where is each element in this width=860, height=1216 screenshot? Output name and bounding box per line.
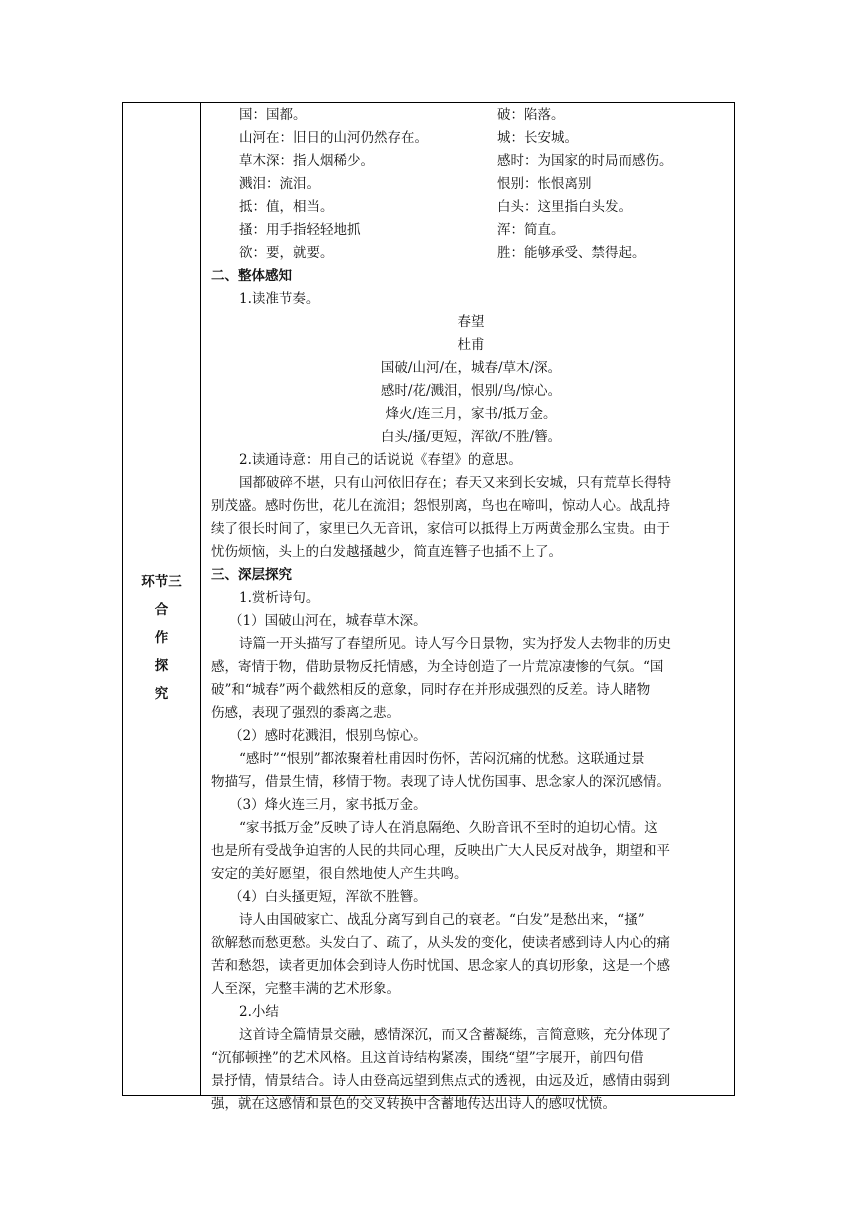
vocab-term: 搔：用手指轻轻地抓 — [239, 222, 361, 238]
paragraph-line: 物描写，借景生情，移情于物。表现了诗人忧伤国事、思念家人的深沉感情。 — [211, 774, 670, 790]
paragraph-line: 安定的美好愿望，很自然地使人产生共鸣。 — [211, 866, 468, 882]
vocab-term: 国：国都。 — [239, 107, 307, 123]
poem-line: 感时/花/溅泪，恨别/鸟/惊心。 — [380, 383, 562, 399]
stage-label-line: 作 — [154, 630, 169, 646]
paragraph-line: 也是所有受战争迫害的人民的共同心理，反映出广大人民反对战争，期望和平 — [211, 843, 670, 859]
vocab-term: 草木深：指人烟稀少。 — [239, 153, 374, 169]
stage-label-line: 合 — [154, 602, 169, 618]
column-divider — [200, 103, 201, 1095]
analysis-question: （4）白头搔更短，浑欲不胜簪。 — [229, 889, 427, 905]
stage-label-line: 环节三 — [141, 574, 182, 590]
section-item: 2.读通诗意：用自己的话说说《春望》的意思。 — [239, 452, 522, 468]
paragraph-line: 诗人由国破家亡、战乱分离写到自己的衰老。“白发”是愁出来，“搔” — [239, 912, 645, 928]
vocab-term: 浑：简直。 — [497, 222, 565, 238]
paragraph-line: 欲解愁而愁更愁。头发白了、疏了，从头发的变化，使读者感到诗人内心的痛 — [211, 935, 670, 951]
vocab-term: 抵：值，相当。 — [239, 199, 334, 215]
stage-label-line: 究 — [154, 686, 169, 702]
analysis-question: （1）国破山河在，城春草木深。 — [229, 613, 427, 629]
paragraph-line: 续了很长时间了，家里已久无音讯，家信可以抵得上万两黄金那么宝贵。由于 — [211, 521, 670, 537]
section-heading: 三、深层探究 — [211, 567, 292, 583]
analysis-question: （2）感时花溅泪，恨别鸟惊心。 — [229, 728, 427, 744]
section-item: 2.小结 — [239, 1004, 279, 1020]
vocab-term: 破：陷落。 — [497, 107, 565, 123]
vocab-term: 感时：为国家的时局而感伤。 — [497, 153, 673, 169]
vocab-term: 城：长安城。 — [497, 130, 578, 146]
poem-line: 白头/搔/更短，浑欲/不胜/簪。 — [380, 429, 562, 445]
paragraph-line: 强，就在这感情和景色的交叉转换中含蓄地传达出诗人的感叹忧愤。 — [211, 1096, 616, 1112]
vocab-term: 欲：要，就要。 — [239, 245, 334, 261]
paragraph-line: “家书抵万金”反映了诗人在消息隔绝、久盼音讯不至时的迫切心情。这 — [239, 820, 658, 836]
section-item: 1.读准节奏。 — [239, 291, 320, 307]
vocab-term: 白头：这里指白头发。 — [497, 199, 632, 215]
lesson-table — [122, 102, 735, 1112]
vocab-term: 溅泪：流泪。 — [239, 176, 320, 192]
vocab-term: 山河在：旧日的山河仍然存在。 — [239, 130, 428, 146]
poem-line: 国破/山河/在，城春/草木/深。 — [380, 360, 562, 376]
paragraph-line: 感，寄情于物，借助景物反托情感，为全诗创造了一片荒凉凄惨的气氛。“国 — [211, 659, 664, 675]
poem-author: 杜甫 — [457, 337, 485, 353]
paragraph-line: 伤感，表现了强烈的黍离之悲。 — [211, 705, 400, 721]
paragraph-line: 景抒情，情景结合。诗人由登高远望到焦点式的透视，由远及近，感情由弱到 — [211, 1073, 670, 1089]
paragraph-line: “感时”“恨别”都浓聚着杜甫因时伤怀，苦闷沉痛的忧愁。这联通过景 — [239, 751, 645, 767]
vocab-term: 恨别：怅恨离别 — [497, 176, 592, 192]
poem-line: 烽火/连三月，家书/抵万金。 — [385, 406, 557, 422]
section-heading: 二、整体感知 — [211, 268, 292, 284]
paragraph-line: 诗篇一开头描写了春望所见。诗人写今日景物，实为抒发人去物非的历史 — [239, 636, 671, 652]
paragraph-line: 这首诗全篇情景交融，感情深沉，而又含蓄凝练，言简意赅，充分体现了 — [239, 1027, 671, 1043]
paragraph-line: 国都破碎不堪，只有山河依旧存在；春天又来到长安城，只有荒草长得特 — [239, 475, 671, 491]
paragraph-line: “沉郁顿挫”的艺术风格。且这首诗结构紧凑，围绕“望”字展开，前四句借 — [211, 1050, 644, 1066]
paragraph-line: 破”和“城春”两个截然相反的意象，同时存在并形成强烈的反差。诗人睹物 — [211, 682, 651, 698]
paragraph-line: 人至深，完整丰满的艺术形象。 — [211, 981, 400, 997]
paragraph-line: 忧伤烦恼，头上的白发越搔越少，简直连簪子也插不上了。 — [211, 544, 562, 560]
analysis-question: （3）烽火连三月，家书抵万金。 — [229, 797, 427, 813]
stage-label — [123, 568, 200, 708]
poem-title: 春望 — [457, 314, 485, 330]
paragraph-line: 别茂盛。感时伤世，花儿在流泪；怨恨别离，鸟也在啼叫，惊动人心。战乱持 — [211, 498, 670, 514]
section-item: 1.赏析诗句。 — [239, 590, 320, 606]
vocab-term: 胜：能够承受、禁得起。 — [497, 245, 646, 261]
stage-label-line: 探 — [154, 658, 169, 674]
paragraph-line: 苦和愁怨，读者更加体会到诗人伤时忧国、思念家人的真切形象，这是一个感 — [211, 958, 670, 974]
